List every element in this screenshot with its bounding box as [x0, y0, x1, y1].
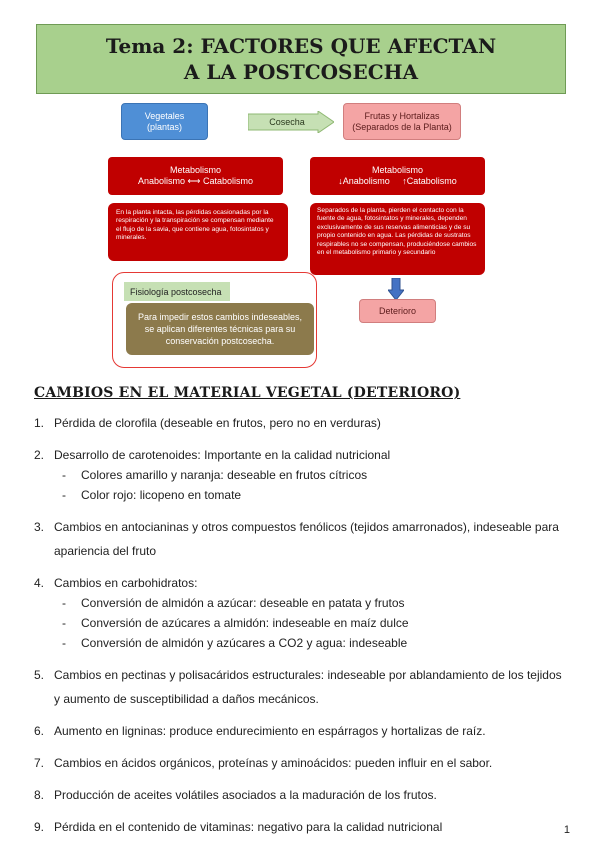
met1-title: Metabolismo — [169, 165, 222, 175]
sub-item-text: Conversión de almidón y azúcares a CO2 y agua: indeseable — [81, 636, 408, 650]
item-text: Cambios en antocianinas y otros compuestos fenólicos (tejidos amarronados), indeseable para — [54, 520, 559, 534]
list-item — [34, 573, 574, 593]
met2-title: Metabolismo — [371, 165, 424, 175]
title-line-1: Tema 2: FACTORES QUE AFECTAN — [105, 34, 497, 58]
item-number: 6. — [34, 724, 45, 738]
list-item-continuation — [34, 689, 574, 709]
title-box — [36, 24, 566, 94]
separados-description: Separados de la planta, pierden el contacto con la fuente de agua, fotosintatos y minerales, dependen exclusivamente de sus reservas alimenticias y de su propio contenido en agua. Las pérdidas de sustratos respirables no se compensan, produciéndose cambios en el metabolismo primario y secundario — [310, 203, 485, 275]
vegetales-box — [121, 103, 208, 140]
item-number: 3. — [34, 520, 45, 534]
item-text: Cambios en ácidos orgánicos, proteínas y aminoácidos: pueden influir en el sabor. — [54, 756, 493, 770]
section-title: CAMBIOS EN EL MATERIAL VEGETAL (DETERIORO) — [34, 385, 461, 401]
list-item — [34, 721, 574, 741]
item-text-continued: apariencia del fruto — [54, 544, 157, 558]
fisiologia-label: Fisiología postcosecha — [124, 282, 230, 301]
sub-item: - Colores amarillo y naranja: deseable en frutos cítricos — [62, 468, 368, 482]
item-number: 9. — [34, 820, 45, 834]
planta-intacta-description: En la planta intacta, las pérdidas ocasionadas por la respiración y la transpiración se compensan mediante el flujo de la savia, que contiene agua, fotosintatos y minerales. — [108, 203, 288, 261]
list-item — [34, 753, 574, 773]
vegetales-sublabel: (plantas) — [146, 121, 182, 132]
deterioro-box: Deterioro — [359, 299, 436, 323]
item-text: Producción de aceites volátiles asociados a la maduración de los frutos. — [54, 788, 437, 802]
list-item — [34, 413, 574, 433]
list-item — [34, 817, 574, 837]
item-text: Desarrollo de carotenoides: Importante en la calidad nutricional — [54, 448, 391, 462]
item-number: 2. — [34, 448, 45, 462]
item-number: 1. — [34, 416, 45, 430]
item-text: Cambios en pectinas y polisacáridos estructurales: indeseable por ablandamiento de los tejidos — [54, 668, 562, 682]
list-item — [34, 517, 574, 537]
title-line-2: A LA POSTCOSECHA — [183, 60, 419, 84]
item-number: 8. — [34, 788, 45, 802]
sub-item: - Color rojo: licopeno en tomate — [62, 488, 242, 502]
frutas-sublabel: (Separados de la Planta) — [352, 121, 452, 132]
sub-item-text: Conversión de almidón a azúcar: deseable en patata y frutos — [81, 596, 405, 610]
sub-item: - Conversión de almidón y azúcares a CO2 y agua: indeseable — [62, 636, 408, 650]
fisiologia-body: Para impedir estos cambios indeseables, se aplican diferentes técnicas para su conservación postcosecha. — [126, 303, 314, 355]
vegetales-label: Vegetales — [144, 110, 185, 121]
list-item — [34, 785, 574, 805]
sub-item-text: Color rojo: licopeno en tomate — [81, 488, 242, 502]
item-text: Aumento en ligninas: produce endurecimiento en espárragos y hortalizas de raíz. — [54, 724, 486, 738]
sub-item-text: Conversión de azúcares a almidón: indeseable en maíz dulce — [81, 616, 409, 630]
list-item — [34, 445, 574, 465]
down-arrow-icon — [388, 278, 404, 300]
item-text: Pérdida de clorofila (deseable en frutos, pero no en verduras) — [54, 416, 381, 430]
page-number: 1 — [563, 824, 570, 836]
met2-subtitle: ↓Anabolismo ↑Catabolismo — [338, 176, 457, 186]
list-item-continuation — [34, 541, 574, 561]
item-number: 5. — [34, 668, 45, 682]
metabolismo-box-planta — [108, 157, 283, 195]
item-text: Cambios en carbohidratos: — [54, 576, 198, 590]
sub-item-text: Colores amarillo y naranja: deseable en frutos cítricos — [81, 468, 368, 482]
frutas-label: Frutas y Hortalizas — [364, 110, 440, 121]
met1-subtitle: Anabolismo ⟷ Catabolismo — [138, 176, 253, 186]
frutas-box — [343, 103, 461, 140]
item-text: Pérdida en el contenido de vitaminas: negativo para la calidad nutricional — [54, 820, 443, 834]
list-item — [34, 665, 574, 685]
item-number: 4. — [34, 576, 45, 590]
metabolismo-box-separado — [310, 157, 485, 195]
item-number: 7. — [34, 756, 45, 770]
item-text-continued: y aumento de susceptibilidad a daños mecánicos. — [54, 692, 319, 706]
sub-item: - Conversión de azúcares a almidón: indeseable en maíz dulce — [62, 616, 409, 630]
changes-list — [34, 413, 574, 837]
cosecha-label: Cosecha — [269, 117, 305, 127]
sub-item: - Conversión de almidón a azúcar: deseable en patata y frutos — [62, 596, 405, 610]
